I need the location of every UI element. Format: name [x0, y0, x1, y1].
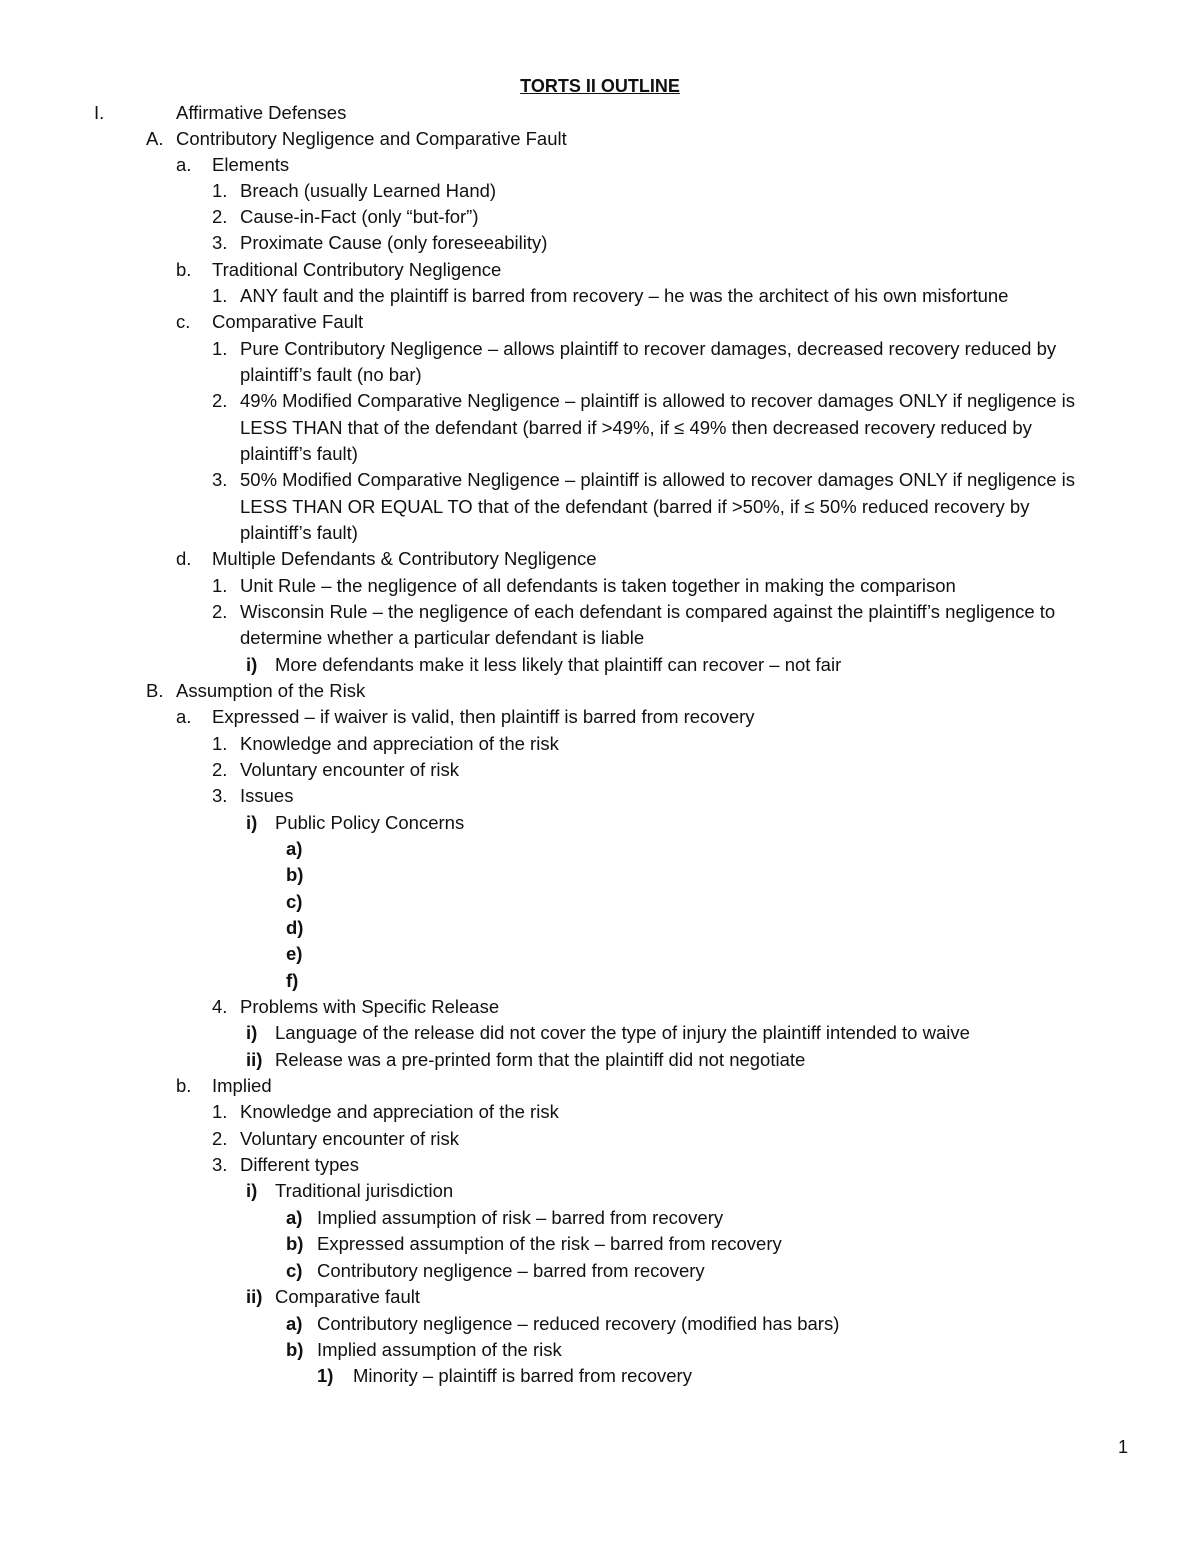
outline-text: Minority – plaintiff is barred from recovery	[353, 1365, 692, 1386]
outline-marker: c.	[176, 311, 191, 332]
outline-marker: i)	[246, 1180, 258, 1201]
outline-text: Issues	[240, 785, 294, 806]
outline-text: plaintiff’s fault)	[240, 522, 358, 543]
page-number: 1	[1118, 1437, 1129, 1457]
outline-marker: b)	[286, 1339, 304, 1360]
outline-marker: A.	[146, 128, 164, 149]
outline-marker: a.	[176, 154, 192, 175]
outline-marker: 1.	[212, 338, 228, 359]
outline-marker: e)	[286, 943, 303, 964]
outline-text: Voluntary encounter of risk	[240, 759, 460, 780]
outline-marker: 2.	[212, 1128, 228, 1149]
outline-text: LESS THAN OR EQUAL TO that of the defendant (barred if >50%, if ≤ 50% reduced recovery by	[240, 496, 1030, 517]
outline-text: Wisconsin Rule – the negligence of each defendant is compared against the plaintiff’s negligence to	[240, 601, 1056, 622]
outline-text: Multiple Defendants & Contributory Negligence	[212, 548, 597, 569]
outline-text: Unit Rule – the negligence of all defendants is taken together in making the comparison	[240, 575, 956, 596]
outline-marker: b)	[286, 864, 304, 885]
outline-marker: 1.	[212, 575, 228, 596]
outline-text: Expressed assumption of the risk – barred from recovery	[317, 1233, 782, 1254]
outline-text: Contributory negligence – reduced recovery (modified has bars)	[317, 1313, 840, 1334]
outline-text: ANY fault and the plaintiff is barred from recovery – he was the architect of his own misfortune	[240, 285, 1009, 306]
outline-marker: 3.	[212, 785, 228, 806]
outline-marker: b)	[286, 1233, 304, 1254]
outline-marker: ii)	[246, 1286, 263, 1307]
outline-text: Release was a pre-printed form that the plaintiff did not negotiate	[275, 1049, 806, 1070]
outline-marker: I.	[94, 102, 105, 123]
outline-text: Language of the release did not cover the type of injury the plaintiff intended to waive	[275, 1022, 970, 1043]
outline-text: Comparative Fault	[212, 311, 364, 332]
outline-marker: 4.	[212, 996, 228, 1017]
outline-text: Implied	[212, 1075, 272, 1096]
outline-marker: d)	[286, 917, 304, 938]
outline-text: Problems with Specific Release	[240, 996, 500, 1017]
outline-text: Expressed – if waiver is valid, then plaintiff is barred from recovery	[212, 706, 755, 727]
outline-marker: 1.	[212, 733, 228, 754]
document-title: TORTS II OUTLINE	[520, 76, 680, 96]
outline-marker: a)	[286, 1313, 303, 1334]
outline-text: Implied assumption of the risk	[317, 1339, 562, 1360]
outline-text: 49% Modified Comparative Negligence – plaintiff is allowed to recover damages ONLY if negligence is	[240, 390, 1076, 411]
outline-text: Affirmative Defenses	[176, 102, 347, 123]
outline-marker: i)	[246, 654, 258, 675]
outline-marker: 1.	[212, 285, 228, 306]
outline-marker: f)	[286, 970, 299, 991]
outline-text: Breach (usually Learned Hand)	[240, 180, 497, 201]
outline-marker: i)	[246, 1022, 258, 1043]
outline-text: Implied assumption of risk – barred from recovery	[317, 1207, 724, 1228]
outline-text: plaintiff’s fault (no bar)	[240, 364, 422, 385]
outline-text: 50% Modified Comparative Negligence – plaintiff is allowed to recover damages ONLY if negligence is	[240, 469, 1076, 490]
outline-marker: 2.	[212, 390, 228, 411]
outline-text: Elements	[212, 154, 290, 175]
outline-text: Public Policy Concerns	[275, 812, 465, 833]
outline-marker: c)	[286, 891, 303, 912]
outline-marker: 1.	[212, 1101, 228, 1122]
outline-text: Voluntary encounter of risk	[240, 1128, 460, 1149]
outline-marker: d.	[176, 548, 192, 569]
outline-marker: i)	[246, 812, 258, 833]
outline-marker: 2.	[212, 759, 228, 780]
outline-text: Different types	[240, 1154, 359, 1175]
outline-marker: 2.	[212, 601, 228, 622]
outline-marker: b.	[176, 1075, 192, 1096]
outline-text: plaintiff’s fault)	[240, 443, 358, 464]
outline-marker: c)	[286, 1260, 303, 1281]
outline-text: Assumption of the Risk	[176, 680, 366, 701]
outline-marker: 3.	[212, 469, 228, 490]
outline-text: Pure Contributory Negligence – allows plaintiff to recover damages, decreased recovery reduced by	[240, 338, 1057, 359]
outline-text: Knowledge and appreciation of the risk	[240, 733, 559, 754]
outline-marker: 3.	[212, 1154, 228, 1175]
outline-marker: a.	[176, 706, 192, 727]
outline-text: Knowledge and appreciation of the risk	[240, 1101, 559, 1122]
outline-marker: 1)	[317, 1365, 334, 1386]
outline-marker: ii)	[246, 1049, 263, 1070]
outline-marker: a)	[286, 1207, 303, 1228]
outline-marker: 1.	[212, 180, 228, 201]
outline-text: Comparative fault	[275, 1286, 420, 1307]
outline-marker: 2.	[212, 206, 228, 227]
outline-marker: b.	[176, 259, 192, 280]
outline-text: LESS THAN that of the defendant (barred if >49%, if ≤ 49% then decreased recovery reduced by	[240, 417, 1032, 438]
outline-marker: a)	[286, 838, 303, 859]
outline-text: Proximate Cause (only foreseeability)	[240, 232, 548, 253]
outline-text: Contributory negligence – barred from recovery	[317, 1260, 705, 1281]
outline-text: Traditional jurisdiction	[275, 1180, 454, 1201]
outline-text: Cause-in-Fact (only “but-for”)	[240, 206, 479, 227]
outline-text: Contributory Negligence and Comparative Fault	[176, 128, 567, 149]
outline-marker: 3.	[212, 232, 228, 253]
outline-marker: B.	[146, 680, 164, 701]
outline-text: Traditional Contributory Negligence	[212, 259, 502, 280]
outline-text: determine whether a particular defendant is liable	[240, 627, 645, 648]
outline-text: More defendants make it less likely that plaintiff can recover – not fair	[275, 654, 842, 675]
